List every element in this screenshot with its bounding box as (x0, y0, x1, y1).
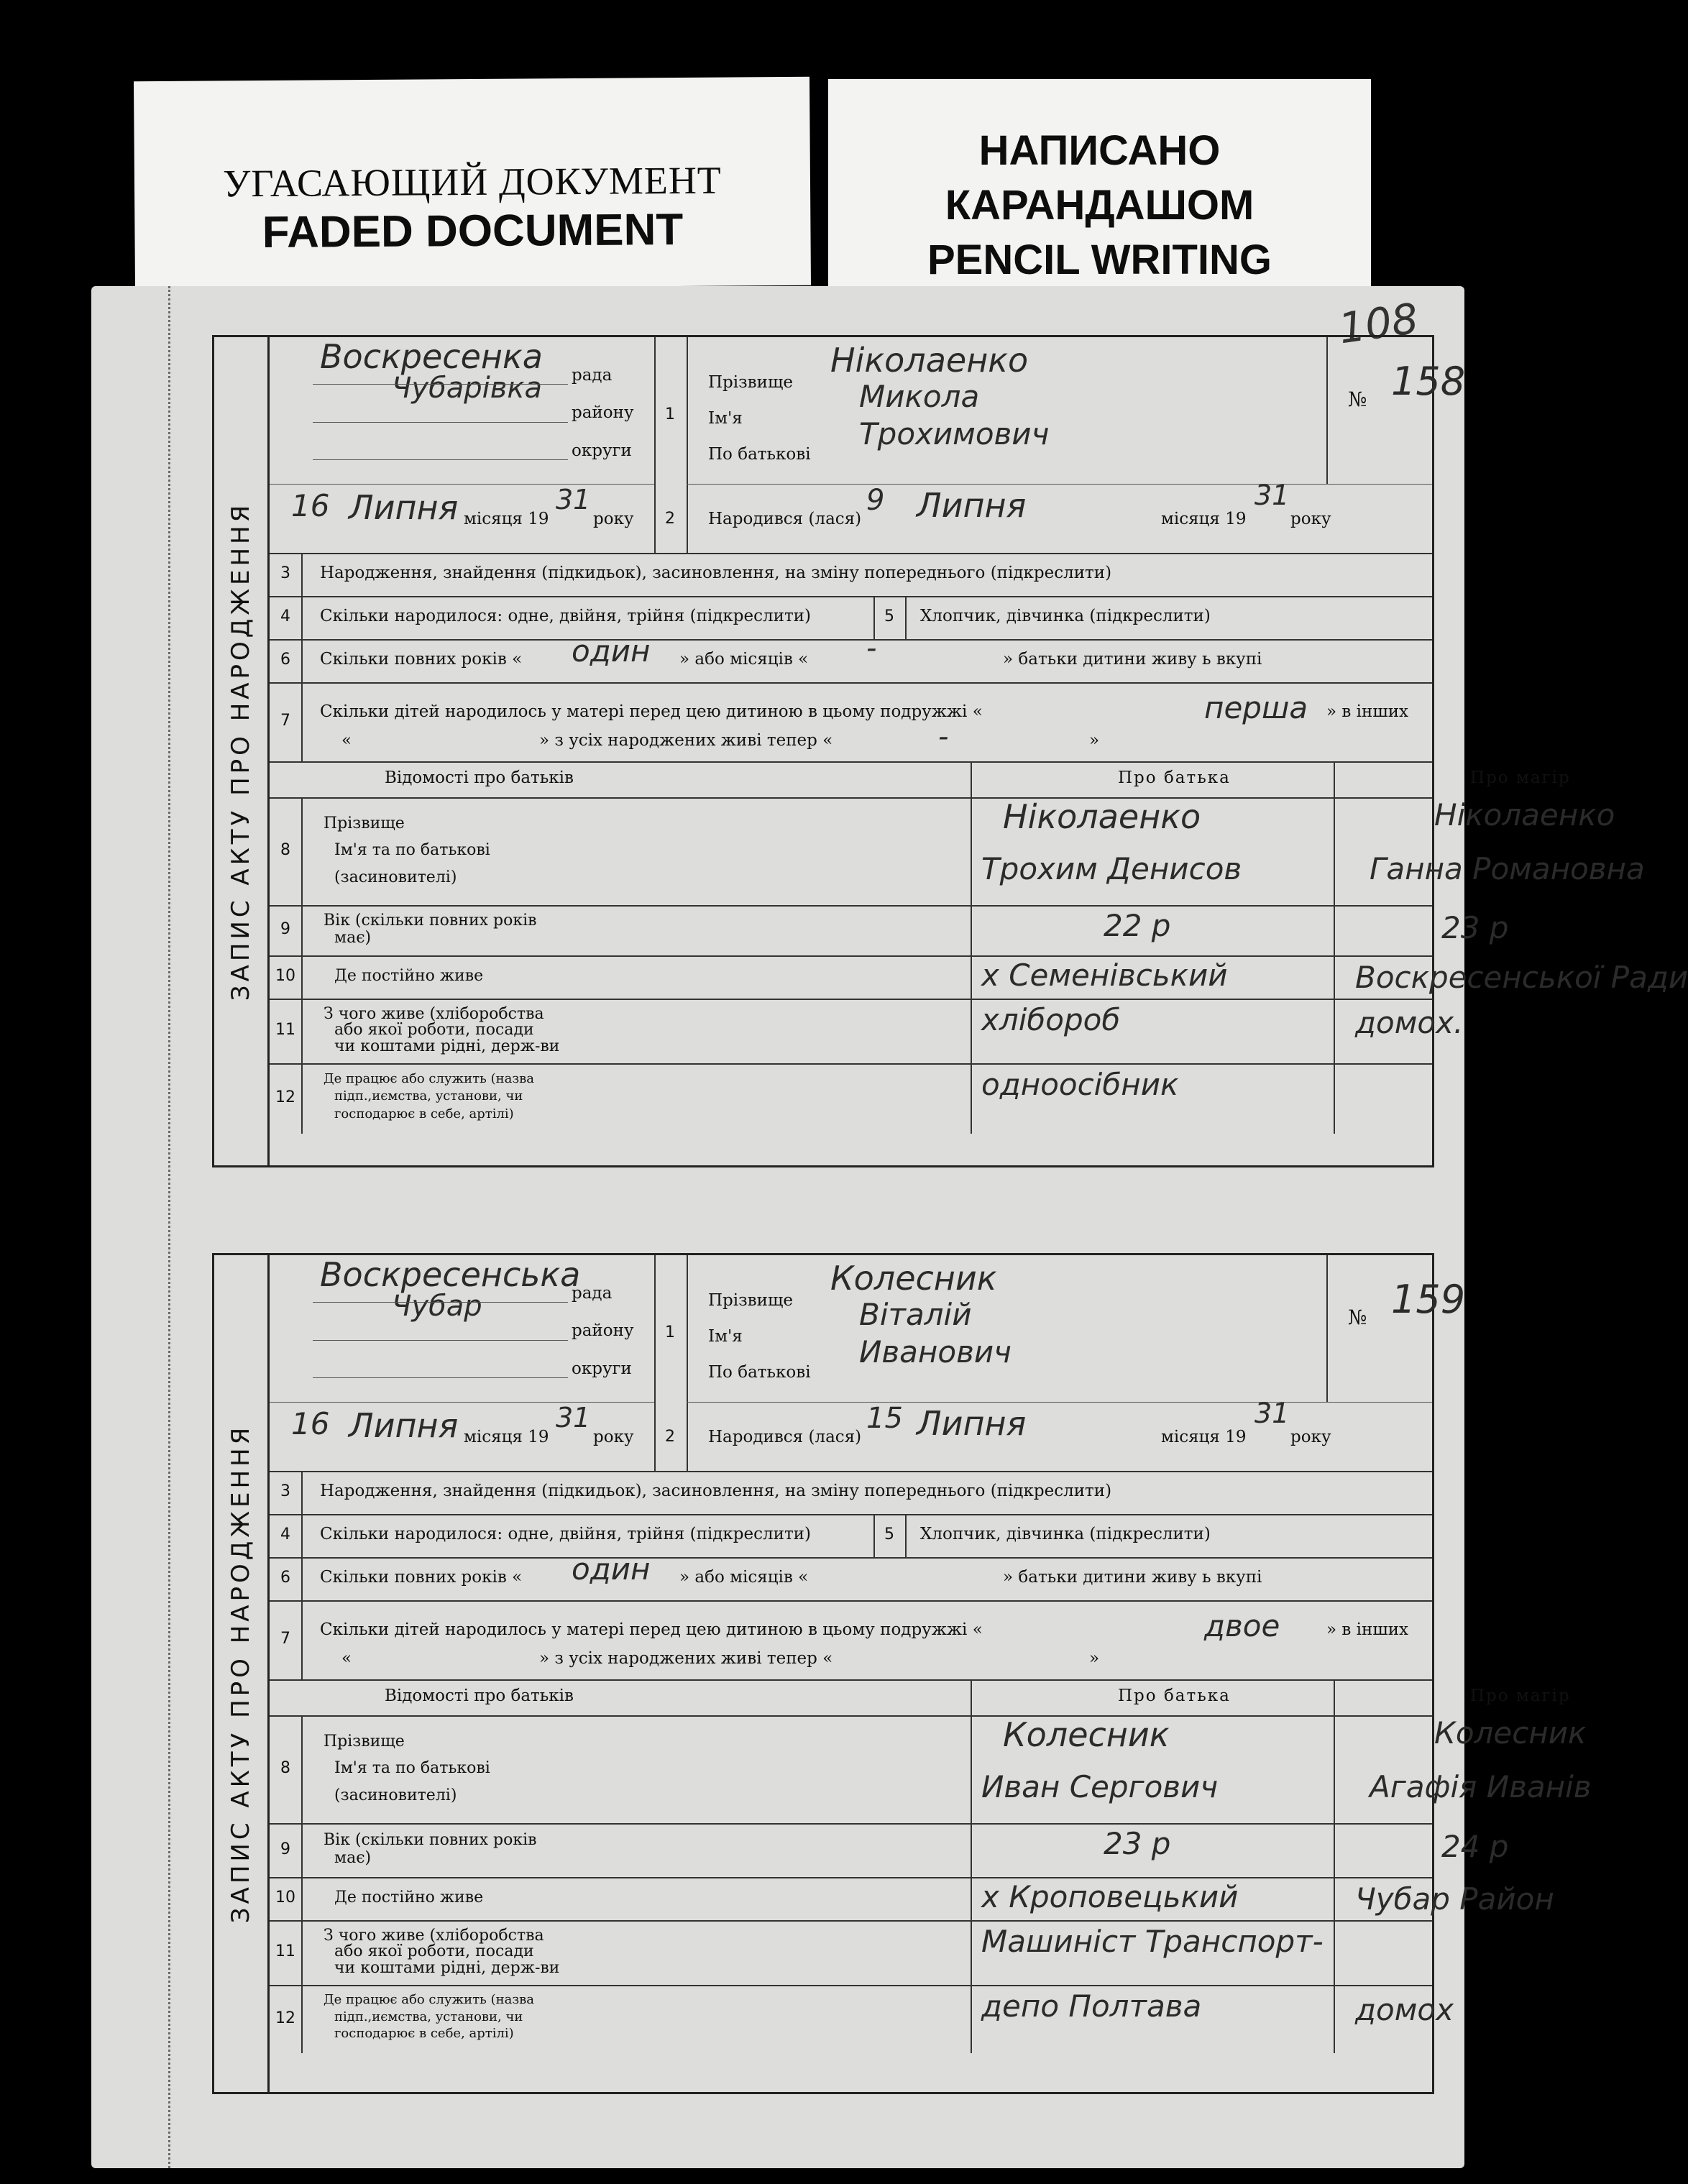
reg-month: Липня (349, 488, 459, 527)
reg-day: 16 (291, 488, 330, 523)
row-7: 7 Скільки дітей народилось у матері перед цею дитиною в цьому подружжі « перша » в інших « » з усіх народжених живі тепер « - » (270, 682, 1432, 763)
mother-header: Про магір (1470, 1687, 1571, 1705)
years-together: один (572, 1551, 651, 1587)
name-value: Віталій (859, 1297, 972, 1332)
reg-month-label: місяця 19 (464, 1428, 549, 1446)
raion-label: району (572, 1321, 634, 1340)
row12-label-1: Де працює або служить (назва (324, 1992, 535, 2007)
record-form (270, 1253, 1592, 2094)
name-label: Ім'я (708, 1327, 743, 1346)
row9-label-2: має) (334, 1849, 372, 1867)
row-10: 10 Де постійно живе х Семенівський Воскресенської Ради (270, 955, 1432, 1000)
row-11: 11 З чого живе (хліборобства або якої роботи, посади чи коштами рідні, держ-ви Машиніст Транспорт- (270, 1920, 1432, 1986)
father-age: 22 р (1104, 907, 1171, 943)
mother-residence: Чубар Район (1355, 1881, 1554, 1917)
header-block: Воскресенка рада Чубарівка району округи 16 Липня місяця 19 31 року 1 2 Прізвище Ніколаенко Ім'я Микола По батькові Трохимович № 158 Народився (лася) 9 Липня місяця 19 31 року (270, 337, 1432, 554)
row6-label-c: » батьки дитини живу ь вкупі (1003, 1568, 1262, 1587)
row12-label-2: підп.,иємства, установи, чи (334, 1088, 523, 1104)
patronymic-label: По батькові (708, 1363, 811, 1382)
number-label: № (1348, 387, 1367, 411)
row6-label-a: Скільки повних років « (320, 1568, 523, 1587)
row11-label-3: чи коштами рідні, держ-ви (334, 1959, 560, 1977)
mother-residence: Воскресенської Ради (1355, 960, 1688, 995)
pencil-writing-tag (828, 79, 1371, 288)
row6-label-b: » або місяців « (679, 650, 809, 669)
mother-age: 24 р (1441, 1828, 1509, 1864)
raion-value: Чубар (392, 1290, 482, 1323)
record-number: 159 (1391, 1277, 1466, 1322)
row6-label-b: » або місяців « (679, 1568, 809, 1587)
patronymic-value: Иванович (859, 1334, 1012, 1369)
father-work: одноосібник (981, 1066, 1179, 1102)
row11-label-2: або якої роботи, посади (334, 1021, 534, 1039)
children-before: двое (1204, 1608, 1280, 1643)
surname-label: Прізвище (708, 1291, 793, 1310)
children-before: перша (1204, 690, 1308, 725)
row-7: 7 Скільки дітей народилось у матері перед цею дитиною в цьому подружжі « двое » в інших « » з усіх народжених живі тепер « » (270, 1600, 1432, 1681)
raion-label: району (572, 403, 634, 422)
mother-age: 23 р (1441, 910, 1509, 945)
rada-label: рада (572, 366, 613, 385)
row7-label-e: » (1089, 731, 1100, 751)
years-together: один (572, 633, 651, 669)
row6-label-c: » батьки дитини живу ь вкупі (1003, 650, 1262, 669)
side-title-box (212, 1253, 270, 2094)
row-10: 10 Де постійно живе х Кроповецький Чубар Район (270, 1877, 1432, 1922)
row8-label-1: Прізвище (324, 815, 405, 832)
row11-label-2: або якої роботи, посади (334, 1942, 534, 1960)
born-year: 31 (1254, 480, 1290, 511)
row-11: 11 З чого живе (хліборобства або якої роботи, посади чи коштами рідні, держ-ви хлібороб домох. (270, 999, 1432, 1065)
row5-label: Хлопчик, дівчинка (підкреслити) (920, 607, 1211, 625)
born-month-label: місяця 19 (1161, 1428, 1247, 1446)
record-number: 158 (1391, 359, 1466, 404)
row-4: 4 Скільки народилося: одне, двійня, трійня (підкреслити) 5 Хлопчик, дівчинка (підкреслити) (270, 596, 1432, 641)
rada-value: Воскресенка (320, 337, 543, 376)
row7-label-a: Скільки дітей народилось у матері перед цею дитиною в цьому подружжі « (320, 702, 983, 721)
row8-label-3: (засиновителі) (334, 1786, 457, 1804)
row4-label: Скільки народилося: одне, двійня, трійня (підкреслити) (320, 1525, 811, 1543)
surname-label: Прізвище (708, 373, 793, 392)
name-value: Микола (859, 379, 980, 414)
row8-label-1: Прізвище (324, 1733, 405, 1751)
born-month: Липня (917, 486, 1027, 525)
surname-value: Колесник (830, 1259, 997, 1298)
parents-header-row (270, 761, 1571, 799)
row-3: 3 Народження, знайдення (підкидьок), засиновлення, на зміну попереднього (підкреслити) (270, 553, 1432, 597)
row7-label-e: » (1089, 1649, 1100, 1669)
row-8: 8 Прізвище Ім'я та по батькові (засиновителі) Колесник Иван Сергович Колесник Агафія Иванів (270, 1715, 1432, 1825)
folio-number: 108 (1335, 293, 1421, 354)
mother-name: Агафія Иванів (1370, 1769, 1592, 1804)
father-header: Про батька (1118, 1687, 1231, 1705)
reg-year-label: року (593, 1428, 634, 1446)
rada-value: Воскресенська (320, 1255, 581, 1294)
binding-perforation (168, 286, 173, 2168)
mother-surname: Колесник (1434, 1715, 1587, 1751)
row12-label-1: Де працює або служить (назва (324, 1071, 535, 1086)
mother-work: домох (1355, 1991, 1454, 2027)
father-surname: Колесник (1003, 1715, 1170, 1754)
mother-name: Ганна Романовна (1370, 851, 1645, 886)
row11-label-1: З чого живе (хліборобства (324, 1927, 544, 1945)
row9-label-1: Вік (скільки повних років (324, 912, 537, 930)
father-header: Про батька (1118, 768, 1231, 787)
okruha-label: округи (572, 1359, 632, 1378)
father-age: 23 р (1104, 1825, 1171, 1861)
row-6: 6 Скільки повних років « один » або місяців « - » батьки дитини живу ь вкупі (270, 639, 1432, 684)
pencil-tag-line-1: НАПИСАНО (978, 127, 1221, 174)
faded-tag-russian: УГАСАЮЩИЙ ДОКУМЕНТ (222, 158, 723, 206)
father-surname: Ніколаенко (1003, 797, 1201, 836)
birth-record-2 (212, 1253, 1592, 2094)
row-8: 8 Прізвище Ім'я та по батькові (засиновителі) Ніколаенко Трохим Денисов Ніколаенко Ганна Романовна (270, 797, 1432, 907)
mother-header: Про магір (1470, 768, 1571, 787)
row7-label-a: Скільки дітей народилось у матері перед цею дитиною в цьому подружжі « (320, 1620, 983, 1639)
row6-label-a: Скільки повних років « (320, 650, 523, 669)
row12-label-3: господарює в себе, артілі) (334, 1106, 514, 1121)
pencil-tag-english: PENCIL WRITING (927, 237, 1272, 283)
father-residence: х Семенівський (981, 958, 1228, 993)
born-day: 15 (866, 1402, 903, 1435)
faded-tag-english: FADED DOCUMENT (262, 204, 684, 258)
born-year: 31 (1254, 1398, 1290, 1429)
row5-label: Хлопчик, дівчинка (підкреслити) (920, 1525, 1211, 1543)
row10-label-1: Де постійно живе (334, 1889, 484, 1907)
born-month-label: місяця 19 (1161, 510, 1247, 528)
born-month: Липня (917, 1404, 1027, 1443)
row9-label-2: має) (334, 929, 372, 947)
row11-label-1: З чого живе (хліборобства (324, 1005, 544, 1023)
side-title-box (212, 335, 270, 1167)
row7-label-b: » в інших (1326, 1620, 1409, 1639)
raion-value: Чубарівка (392, 372, 543, 405)
row7-label-d: » з усіх народжених живі тепер « (539, 1649, 833, 1669)
row3-label: Народження, знайдення (підкидьок), засиновлення, на зміну попереднього (підкреслити) (320, 1482, 1112, 1500)
mother-surname: Ніколаенко (1434, 797, 1615, 832)
father-occupation: Машиніст Транспорт- (981, 1923, 1324, 1959)
children-alive: - (938, 720, 949, 753)
header-block: Воскресенська рада Чубар району округи 16 Липня місяця 19 31 року 1 2 Прізвище Колесник Ім'я Віталій По батькові Иванович № 159 Народився (лася) 15 Липня місяця 19 31 року (270, 1255, 1432, 1472)
mother-occupation: домох. (1355, 1005, 1464, 1040)
row-6: 6 Скільки повних років « один » або місяців « » батьки дитини живу ь вкупі (270, 1557, 1432, 1602)
reg-day: 16 (291, 1406, 330, 1441)
row8-label-2: Ім'я та по батькові (334, 841, 490, 859)
born-year-label: року (1290, 1428, 1331, 1446)
father-occupation: хлібороб (981, 1001, 1121, 1037)
row7-label-d: » з усіх народжених живі тепер « (539, 731, 833, 751)
patronymic-label: По батькові (708, 445, 811, 464)
father-residence: х Кроповецький (981, 1879, 1239, 1914)
parents-header: Відомості про батьків (385, 768, 574, 787)
number-label: № (1348, 1306, 1367, 1329)
birth-record-1 (212, 335, 1688, 1167)
reg-year-label: року (593, 510, 634, 528)
row7-label-c: « (341, 1649, 352, 1669)
reg-year: 31 (556, 484, 591, 515)
row-9: 9 Вік (скільки повних років має) 22 р 23 р (270, 905, 1432, 957)
row-3: 3 Народження, знайдення (підкидьок), засиновлення, на зміну попереднього (підкреслити) (270, 1471, 1432, 1515)
born-day: 9 (866, 484, 885, 517)
rada-label: рада (572, 1284, 613, 1303)
reg-year: 31 (556, 1402, 591, 1433)
parents-header: Відомості про батьків (385, 1687, 574, 1705)
row-9: 9 Вік (скільки повних років має) 23 р 24 р (270, 1823, 1432, 1878)
months-together: - (866, 632, 877, 665)
record-form (270, 335, 1688, 1167)
row4-label: Скільки народилося: одне, двійня, трійня (підкреслити) (320, 607, 811, 625)
side-title: ЗАПИС АКТУ ПРО НАРОДЖЕННЯ (226, 1423, 255, 1924)
row8-label-2: Ім'я та по батькові (334, 1759, 490, 1777)
row7-label-c: « (341, 731, 352, 751)
born-label: Народився (лася) (708, 1428, 862, 1446)
born-label: Народився (лася) (708, 510, 862, 528)
row-4: 4 Скільки народилося: одне, двійня, трійня (підкреслити) 5 Хлопчик, дівчинка (підкреслити) (270, 1514, 1432, 1559)
patronymic-value: Трохимович (859, 416, 1050, 451)
row-12: 12 Де працює або служить (назва підп.,иємства, установи, чи господарює в себе, артілі) одноосібник (270, 1063, 1432, 1134)
side-title: ЗАПИС АКТУ ПРО НАРОДЖЕННЯ (226, 501, 255, 1001)
row11-label-3: чи коштами рідні, держ-ви (334, 1037, 560, 1055)
father-name: Иван Сергович (981, 1769, 1219, 1804)
father-work: депо Полтава (981, 1988, 1202, 2024)
name-label: Ім'я (708, 409, 743, 428)
parents-header-row (270, 1679, 1571, 1717)
father-name: Трохим Денисов (981, 851, 1242, 886)
row-12: 12 Де працює або служить (назва підп.,иємства, установи, чи господарює в себе, артілі) депо Полтава домох (270, 1985, 1432, 2053)
row7-label-b: » в інших (1326, 702, 1409, 721)
born-year-label: року (1290, 510, 1331, 528)
reg-month-label: місяця 19 (464, 510, 549, 528)
row8-label-3: (засиновителі) (334, 868, 457, 886)
row9-label-1: Вік (скільки повних років (324, 1831, 537, 1849)
surname-value: Ніколаенко (830, 341, 1029, 380)
row3-label: Народження, знайдення (підкидьок), засиновлення, на зміну попереднього (підкреслити) (320, 564, 1112, 582)
row12-label-2: підп.,иємства, установи, чи (334, 2009, 523, 2024)
row12-label-3: господарює в себе, артілі) (334, 2026, 514, 2041)
reg-month: Липня (349, 1406, 459, 1445)
row10-label-1: Де постійно живе (334, 967, 484, 985)
pencil-tag-line-2: КАРАНДАШОМ (945, 182, 1254, 229)
faded-document-tag (134, 77, 811, 290)
okruha-label: округи (572, 441, 632, 460)
